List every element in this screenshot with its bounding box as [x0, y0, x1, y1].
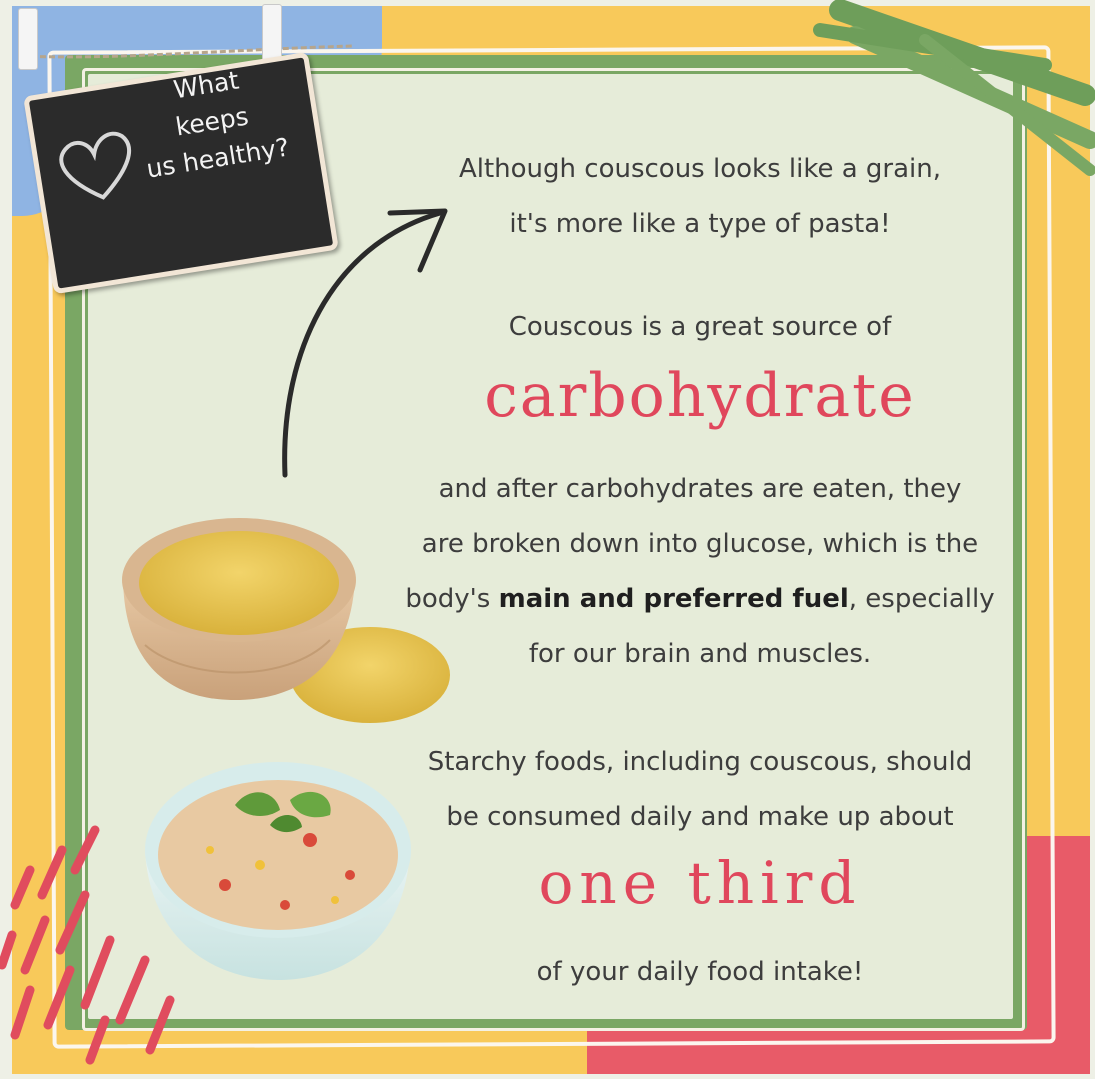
explanation-text: [395, 462, 1005, 682]
cooked-couscous-bowl-image: [140, 755, 415, 985]
main-fuel-bold: main and preferred fuel: [498, 584, 849, 614]
intro-line-2: it's more like a type of pasta!: [509, 209, 891, 239]
one-third-highlight: one third: [538, 849, 862, 917]
explanation-line-3: [395, 572, 1005, 627]
sign-line-3: us healthy?: [144, 132, 292, 184]
sign-line-2: keeps: [173, 101, 251, 142]
explanation-pre: body's: [405, 584, 499, 614]
source-text: Couscous is a great source of: [508, 312, 892, 342]
clothespin-left: [18, 8, 38, 70]
starchy-text: [395, 735, 1005, 845]
carbohydrate-highlight: carbohydrate: [484, 361, 916, 431]
intro-text: [395, 142, 1005, 252]
starchy-line-1: Starchy foods, including couscous, should: [427, 747, 973, 777]
explanation-post: , especially: [848, 584, 995, 614]
dry-couscous-bowl-image: [115, 505, 455, 735]
explanation-line-4: for our brain and muscles.: [528, 639, 872, 669]
intro-line-1: Although couscous looks like a grain,: [458, 154, 942, 184]
explanation-line-1: and after carbohydrates are eaten, they: [438, 474, 962, 504]
explanation-line-2: are broken down into glucose, which is the: [421, 529, 979, 559]
starchy-line-3: of your daily food intake!: [536, 957, 864, 987]
starchy-line-2: be consumed daily and make up about: [446, 802, 954, 832]
sign-line-1: What: [171, 65, 241, 105]
